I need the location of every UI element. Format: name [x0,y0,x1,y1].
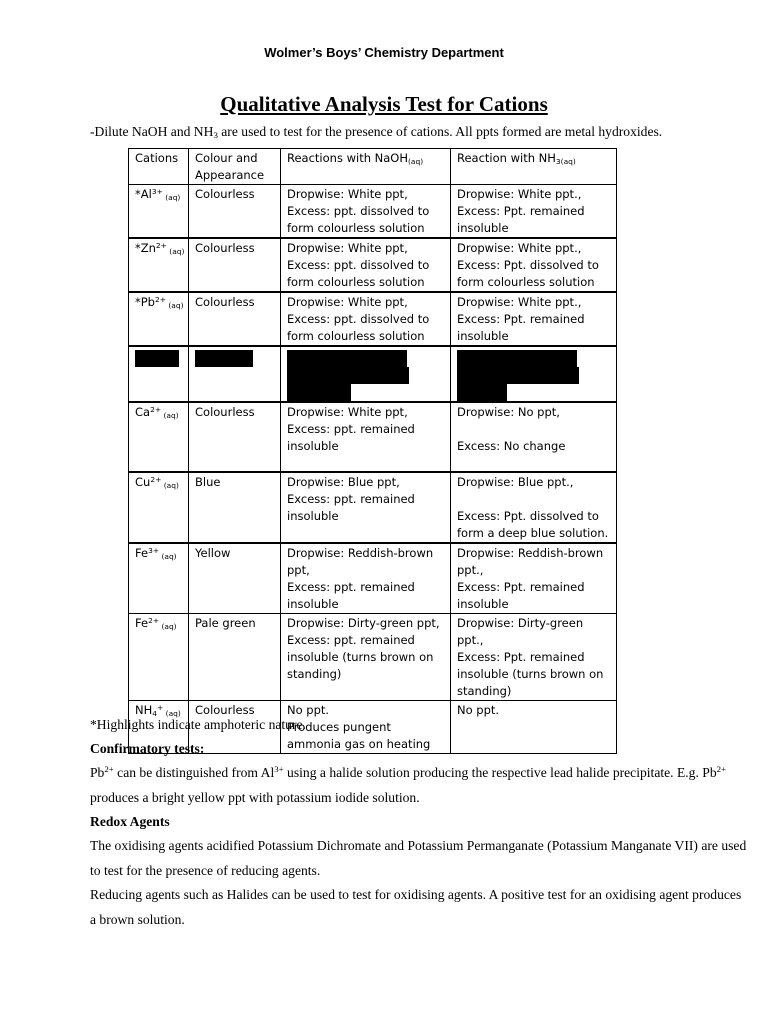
cell-line: insoluble [287,509,339,523]
redacted-cell [281,346,451,402]
table-row [129,402,617,472]
cell-line: ppt, [287,563,310,577]
conf-text-2: can be distinguished from Al [113,765,275,780]
cell-line: Excess: Ppt. dissolved to [457,258,599,272]
cation-cell [129,614,189,701]
redaction-block [457,367,579,384]
cell-line: form colourless solution [287,275,425,289]
redacted-cell [129,346,189,402]
cell-line: form colourless solution [457,275,595,289]
cell-line: Dropwise: Dirty-green ppt., [457,616,584,647]
header-naoh [281,149,451,185]
cell-line: Dropwise: White ppt., [457,295,582,309]
confirmatory-heading: Confirmatory tests: [90,741,205,756]
cell-line: Dropwise: White ppt, [287,187,408,201]
page-title: Qualitative Analysis Test for Cations [220,92,548,116]
cell-line: insoluble [457,329,509,343]
ion-state: (aq) [162,192,181,202]
ion-charge: 2+ [155,240,167,250]
ion-state: (aq) [159,551,177,561]
cell-line: ppt., [457,563,484,577]
cell-line: insoluble [287,439,339,453]
header-naoh-main: Reactions with NaOH [287,151,408,165]
naoh-cell [281,543,451,614]
cell-line: Dropwise: Dirty-green ppt, [287,616,440,630]
ion-symbol: Fe [135,616,149,630]
ion-symbol: *Pb [135,295,155,309]
cell-line: No ppt. [457,703,500,717]
ion-charge: 3+ [151,186,163,196]
ion-state: (aq) [161,410,179,420]
redaction-block [195,350,253,367]
conf-charge-2: 3+ [274,764,284,775]
header-naoh-sub: (aq) [408,156,424,166]
intro-sub: 3 [213,130,218,141]
table-row [129,185,617,239]
ion-state: (aq) [166,300,184,310]
redaction-block [457,350,577,367]
header-cations: Cations [129,149,189,185]
cell-line: No ppt. [287,703,330,717]
ion-state: (aq) [161,480,179,490]
ion-charge: 2+ [150,404,162,414]
ion-state: (aq) [166,246,185,256]
cation-cell [129,402,189,472]
footnote: *Highlights indicate amphoteric nature. [90,717,306,732]
naoh-cell [281,614,451,701]
ion-charge: 2+ [148,615,160,625]
table-row [129,614,617,701]
cell-line: form colourless solution [287,221,425,235]
cell-line: Dropwise: Blue ppt., [457,475,574,489]
ion-symbol: Ca [135,405,151,419]
table-row [129,472,617,543]
intro-text [90,124,760,140]
conf-charge-1: 2+ [104,764,114,775]
nh3-cell [451,185,617,239]
cell-line: Excess: ppt. dissolved to [287,204,430,218]
ion-state: (aq) [163,708,181,718]
cell-line: Excess: Ppt. remained [457,312,585,326]
redacted-cell [451,346,617,402]
header-nh3 [451,149,617,185]
cell-line: insoluble [287,597,339,611]
cell-line: Excess: ppt. dissolved to [287,258,430,272]
ion-charge: + [157,702,164,712]
redox-paragraph-1: The oxidising agents acidified Potassium Dichromate and Potassium Permanganate (Potassium Manganate VII) are used to test for the presence of reducing agents. [90,838,747,878]
redaction-block [287,350,407,367]
cation-cell [129,543,189,614]
cell-line: Dropwise: White ppt., [457,241,582,255]
cell-line: Dropwise: Blue ppt, [287,475,400,489]
header-nh3-main: Reaction with NH [457,151,556,165]
cell-line: Dropwise: Reddish-brown [457,546,604,560]
redacted-row [129,346,617,402]
cell-line: form colourless solution [287,329,425,343]
cell-line: Excess: ppt. remained [287,492,415,506]
cell-line: Excess: ppt. dissolved to [287,312,430,326]
cell-line: Excess: ppt. remained [287,633,415,647]
redacted-cell [189,346,281,402]
cell-line: insoluble [457,597,509,611]
conf-charge-3: 2+ [716,764,727,775]
redaction-block [135,350,179,367]
ion-subscript: 4 [152,708,158,718]
colour-cell: Colourless [189,238,281,292]
header-colour: Colour and Appearance [189,149,281,185]
table-row [129,543,617,614]
cell-line: insoluble [457,221,509,235]
conf-text-1: Pb [90,765,105,780]
cell-line: form a deep blue solution. [457,526,609,540]
cell-line: standing) [287,667,342,681]
ion-symbol: Fe [135,546,149,560]
nh3-cell [451,472,617,543]
cell-line: ammonia gas on heating [287,737,431,751]
table-row [129,292,617,346]
cation-cell [129,185,189,239]
redaction-block [287,367,409,384]
nh3-cell [451,238,617,292]
cell-line: Excess: ppt. remained [287,422,415,436]
cell-line: Dropwise: White ppt, [287,295,408,309]
naoh-cell [281,402,451,472]
redaction-block [457,384,507,401]
cation-cell [129,238,189,292]
naoh-cell [281,238,451,292]
intro-part1: -Dilute NaOH and NH [90,124,214,139]
ion-charge: 3+ [148,545,160,555]
cell-line: Excess: Ppt. dissolved to [457,509,599,523]
naoh-cell [281,292,451,346]
redaction-block [287,384,351,401]
cell-line: insoluble (turns brown on [457,667,604,681]
cell-line: Excess: No change [457,439,566,453]
cell-line: Produces pungent [287,720,391,734]
cell-line: standing) [457,684,512,698]
redox-paragraph-2: Reducing agents such as Halides can be used to test for oxidising agents. A positive test for an oxidising agent produces a brown solution. [90,887,742,927]
colour-cell: Colourless [189,402,281,472]
nh3-cell [451,614,617,701]
cell-line: Excess: Ppt. remained [457,204,585,218]
ion-symbol: NH [135,703,153,717]
table-row [129,238,617,292]
department-header: Wolmer’s Boys’ Chemistry Department [264,45,504,60]
cell-line: Dropwise: Reddish-brown [287,546,434,560]
confirmatory-paragraph [90,761,750,810]
header-nh3-sub: 3(aq) [555,156,576,166]
colour-cell: Colourless [189,701,281,754]
ion-symbol: *Zn [135,241,156,255]
cell-line: Dropwise: No ppt, [457,405,560,419]
conf-text-4: produces a bright yellow ppt with potassium iodide solution. [90,789,420,805]
cation-cell [129,292,189,346]
cell-line: Dropwise: White ppt, [287,405,408,419]
nh3-cell [451,292,617,346]
colour-cell: Colourless [189,292,281,346]
conf-text-3: using a halide solution producing the respective lead halide precipitate. E.g. Pb [283,765,717,780]
colour-cell: Colourless [189,185,281,239]
nh3-cell [451,543,617,614]
cell-line [457,491,613,508]
intro-part2: are used to test for the presence of cations. All ppts formed are metal hydroxides. [217,124,663,139]
ion-symbol: Cu [135,475,151,489]
cell-line: Excess: ppt. remained [287,580,415,594]
cell-line: Dropwise: White ppt, [287,241,408,255]
naoh-cell [281,472,451,543]
cations-table [128,148,617,754]
colour-cell: Yellow [189,543,281,614]
cell-line: Excess: Ppt. remained [457,580,585,594]
ion-symbol: *Al [135,187,152,201]
colour-cell: Blue [189,472,281,543]
cell-line: Excess: Ppt. remained [457,650,585,664]
ion-state: (aq) [159,621,177,631]
cell-line [457,421,613,438]
redox-heading: Redox Agents [90,814,170,829]
naoh-cell [281,185,451,239]
ion-charge: 2+ [150,474,162,484]
ion-charge: 2+ [155,294,167,304]
table-header-row [129,149,617,185]
cell-line: insoluble (turns brown on [287,650,434,664]
nh3-cell [451,402,617,472]
cation-cell [129,472,189,543]
cell-line: Dropwise: White ppt., [457,187,582,201]
colour-cell: Pale green [189,614,281,701]
